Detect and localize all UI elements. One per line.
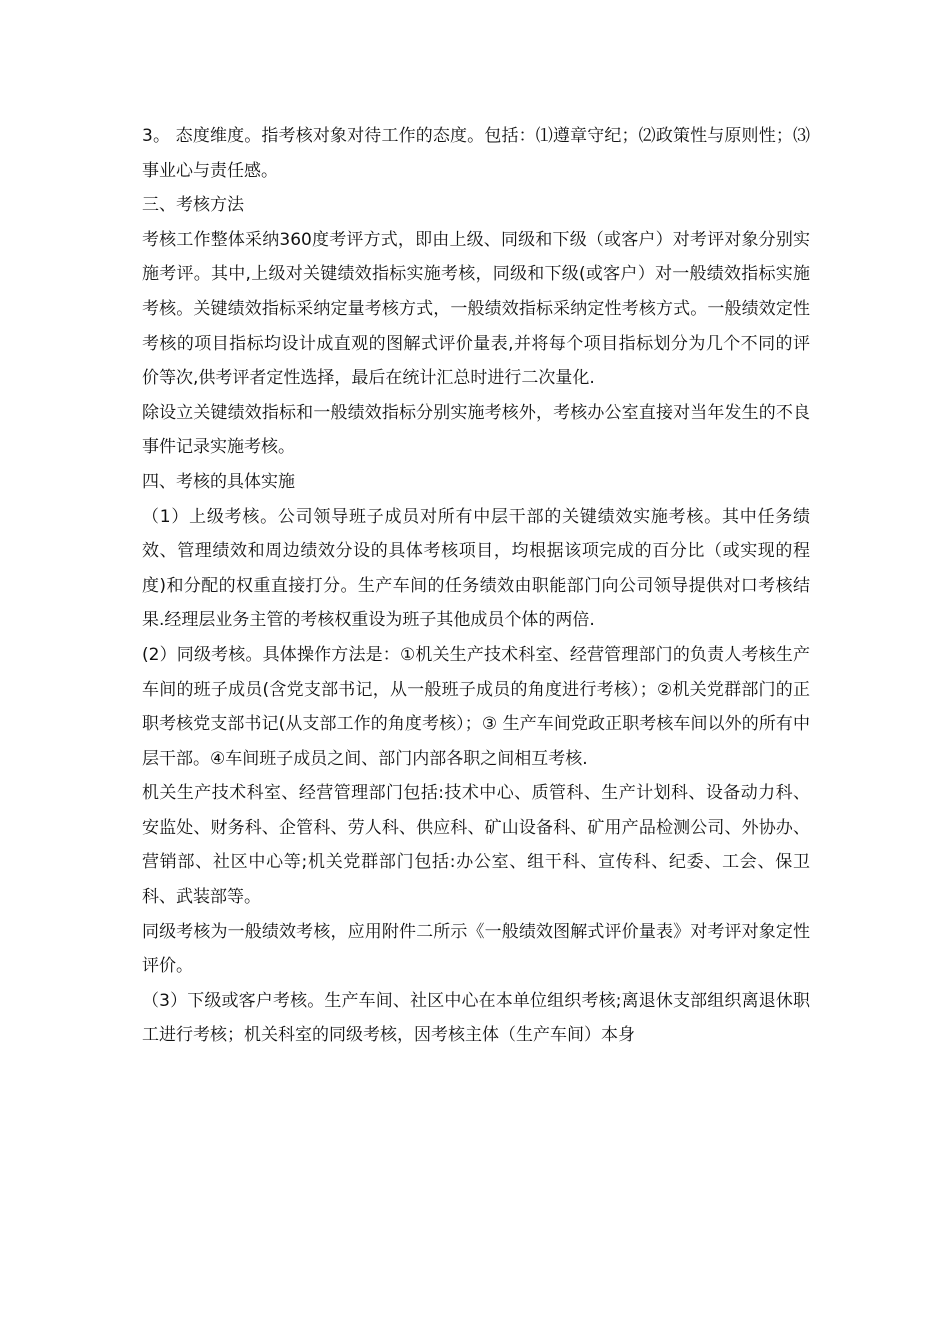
paragraph-subordinate-assessment: （3）下级或客户考核。生产车间、社区中心在本单位组织考核;离退休支部组织离退休职工进行考核；机关科室的同级考核，因考核主体（生产车间）本身 bbox=[142, 990, 810, 1046]
paragraph-department-list: 机关生产技术科室、经营管理部门包括:技术中心、质管科、生产计划科、设备动力科、安监处、财务科、企管科、劳人科、供应科、矿山设备科、矿用产品检测公司、外协办、营销部、社区中心等;机关党群部门包括:办公室、组干科、宣传科、纪委、工会、保卫科、武装部等。 bbox=[142, 783, 810, 908]
section-heading-assessment-method: 三、考核方法 bbox=[142, 195, 244, 216]
paragraph-superior-assessment: （1）上级考核。公司领导班子成员对所有中层干部的关键绩效实施考核。其中任务绩效、管理绩效和周边绩效分设的具体考核项目，均根据该项完成的百分比（或实现的程度)和分配的权重直接打分。生产车间的任务绩效由职能部门向公司领导提供对口考核结果.经理层业务主管的考核权重设为班子其他成员个体的两倍. bbox=[142, 506, 810, 631]
paragraph-peer-general-performance: 同级考核为一般绩效考核，应用附件二所示《一般绩效图解式评价量表》对考评对象定性评价。 bbox=[142, 921, 810, 977]
section-heading-implementation: 四、考核的具体实施 bbox=[142, 471, 295, 492]
paragraph-360-evaluation: 考核工作整体采纳360度考评方式，即由上级、同级和下级（或客户）对考评对象分别实施考评。其中,上级对关键绩效指标实施考核，同级和下级(或客户）对一般绩效指标实施考核。关键绩效指标采纳定量考核方式，一般绩效指标采纳定性考核方式。一般绩效定性考核的项目指标均设计成直观的图解式评价量表,并将每个项目指标划分为几个不同的评价等次,供考评者定性选择，最后在统计汇总时进行二次量化. bbox=[142, 229, 810, 389]
document-body bbox=[142, 119, 810, 1053]
paragraph-attitude-dimension: 3。 态度维度。指考核对象对待工作的态度。包括：⑴遵章守纪；⑵政策性与原则性；⑶事业心与责任感。 bbox=[142, 126, 810, 181]
paragraph-adverse-events: 除设立关键绩效指标和一般绩效指标分别实施考核外，考核办公室直接对当年发生的不良事件记录实施考核。 bbox=[142, 402, 810, 458]
paragraph-peer-assessment: (2）同级考核。具体操作方法是：①机关生产技术科室、经营管理部门的负责人考核生产车间的班子成员(含党支部书记，从一般班子成员的角度进行考核）；②机关党群部门的正职考核党支部书记(从支部工作的角度考核）；③ 生产车间党政正职考核车间以外的所有中层干部。④车间班子成员之间、部门内部各职之间相互考核. bbox=[142, 644, 810, 769]
